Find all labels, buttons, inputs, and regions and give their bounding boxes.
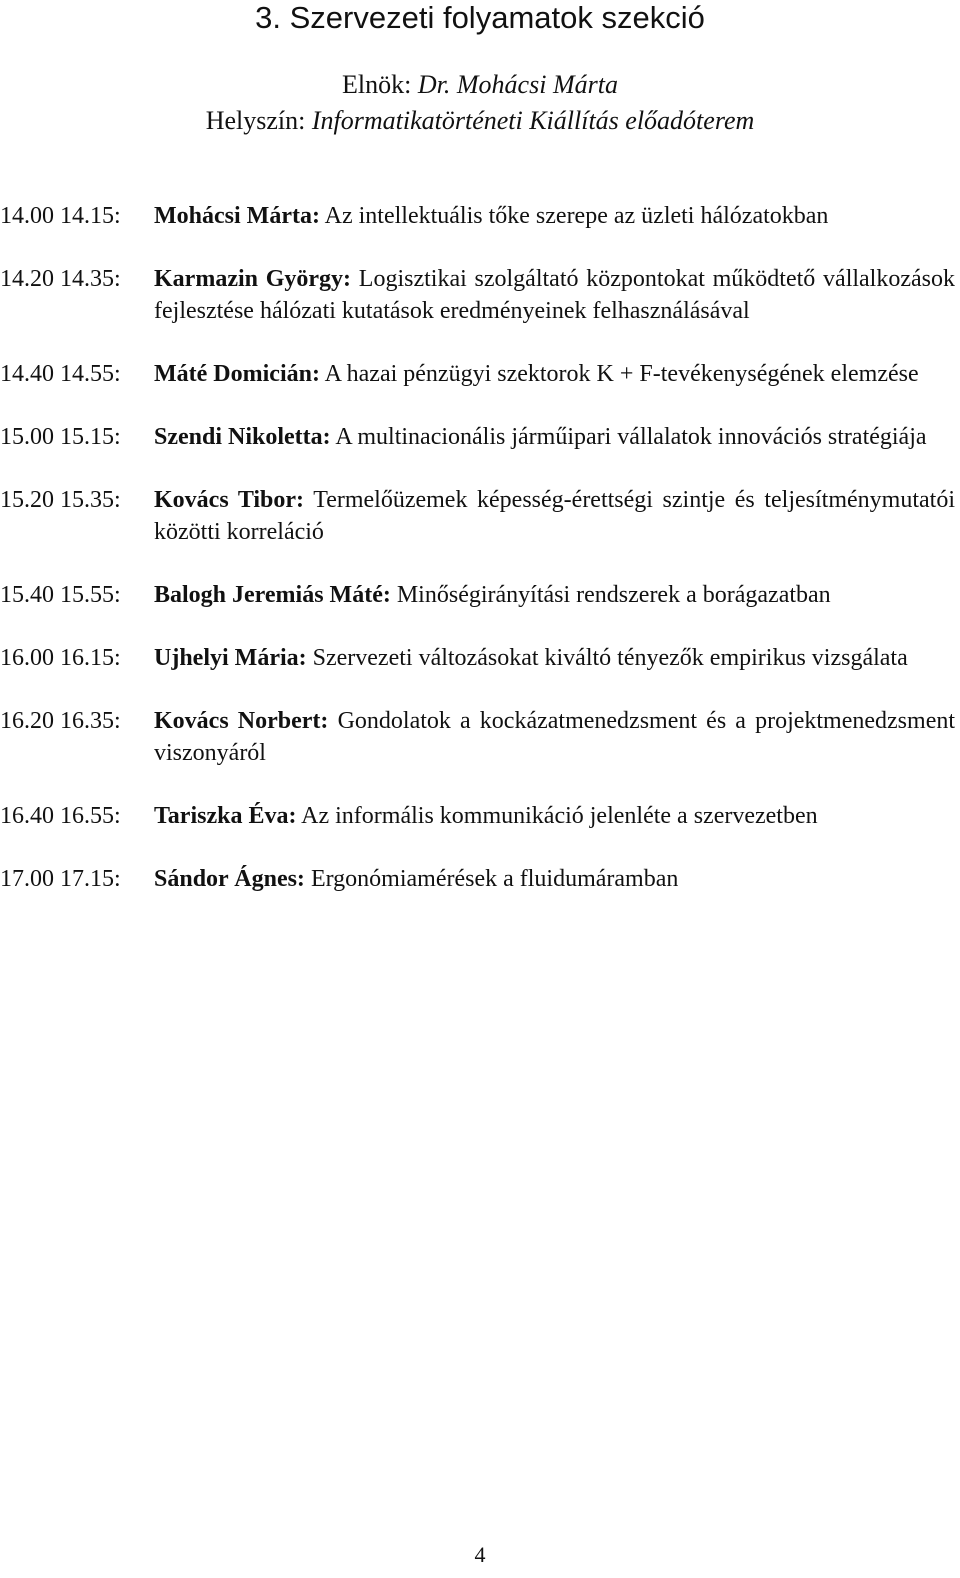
entry-title: Szervezeti változásokat kiváltó tényezők empirikus vizsgálata [312,645,908,671]
entry-speaker: Ujhelyi Mária: [154,645,307,671]
entry-time: 14.00 14.15: [0,203,121,229]
entry-title: Az informális kommunikáció jelenléte a szervezetben [301,803,818,829]
entry-speaker: Kovács Norbert: [154,708,329,734]
entry-title: A multinacionális járműipari vállalatok innovációs stratégiája [335,424,927,450]
schedule-entry [0,484,955,548]
entry-title: Termelőüzemek képesség-érettségi szintje és teljesítménymutatói közötti korreláció [154,487,955,545]
entry-text [154,705,955,769]
entry-title: Minőségirányítási rendszerek a borágazatban [396,582,831,608]
entry-speaker: Kovács Tibor: [154,487,305,513]
schedule-entry [0,705,955,769]
chair-line [0,68,960,102]
entry-speaker: Karmazin György: [154,266,352,292]
entry-text [154,358,955,390]
entry-speaker: Máté Domicián: [154,361,320,387]
entry-text [154,421,955,453]
entry-time: 15.20 15.35: [0,487,121,513]
chair-label: Elnök: [342,70,412,99]
entry-time: 16.00 16.15: [0,645,121,671]
entry-text [154,642,955,674]
entry-time: 15.00 15.15: [0,424,121,450]
entry-text [154,863,955,895]
entry-speaker: Mohácsi Márta: [154,203,320,229]
entry-time: 16.40 16.55: [0,803,121,829]
entry-speaker: Sándor Ágnes: [154,866,305,892]
entry-speaker: Tariszka Éva: [154,803,297,829]
schedule-entry [0,642,955,674]
section-title: 3. Szervezeti folyamatok szekció [255,0,705,35]
entry-time: 16.20 16.35: [0,708,121,734]
entry-time: 14.20 14.35: [0,266,121,292]
entry-text [154,800,955,832]
chair-name: Dr. Mohácsi Márta [417,70,618,99]
schedule-entry [0,200,955,232]
schedule-entry [0,579,955,611]
schedule-list [0,200,955,926]
schedule-entry [0,421,955,453]
venue-label: Helyszín: [205,106,306,135]
entry-title: A hazai pénzügyi szektorok K + F-tevékenységének elemzése [324,361,919,387]
entry-text [154,263,955,327]
entry-speaker: Balogh Jeremiás Máté: [154,582,391,608]
entry-text [154,579,955,611]
schedule-entry [0,863,955,895]
entry-time: 15.40 15.55: [0,582,121,608]
schedule-entry [0,800,955,832]
entry-title: Gondolatok a kockázatmenedzsment és a projektmenedzsment viszonyáról [154,708,956,766]
entry-text [154,200,955,232]
entry-title: Az intellektuális tőke szerepe az üzleti hálózatokban [324,203,829,229]
entry-speaker: Szendi Nikoletta: [154,424,331,450]
schedule-entry [0,263,955,327]
entry-text [154,484,955,548]
entry-time: 14.40 14.55: [0,361,121,387]
venue-line [0,104,960,138]
entry-title: Ergonómiamérések a fluidumáramban [310,866,679,892]
entry-title: Logisztikai szolgáltató központokat működtető vállalkozások fejlesztése hálózati kutatások eredményeinek felhasználásával [154,266,955,324]
schedule-entry [0,358,955,390]
entry-time: 17.00 17.15: [0,866,121,892]
page-number: 4 [474,1542,486,1567]
venue-name: Informatikatörténeti Kiállítás előadóterem [311,106,755,135]
